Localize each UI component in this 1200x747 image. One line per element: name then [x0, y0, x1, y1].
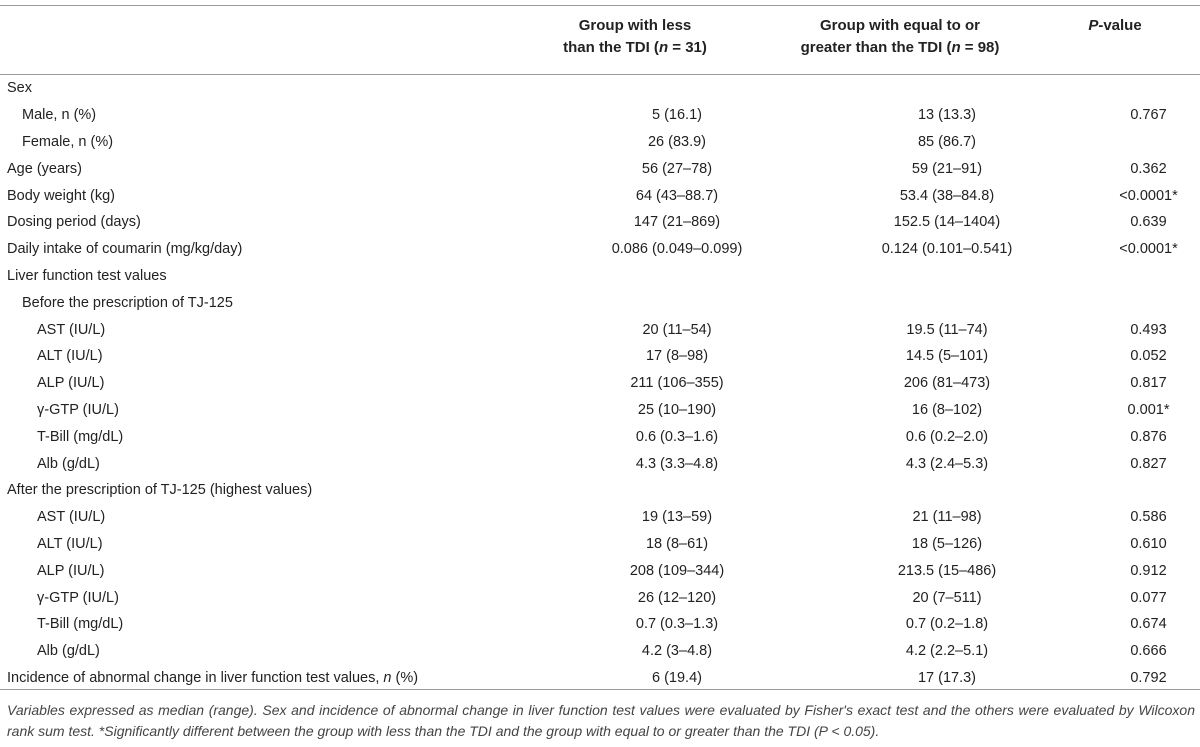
- row-label: Alb (g/dL): [37, 455, 100, 472]
- row-label: ALT (IU/L): [37, 535, 103, 552]
- cell-group-greater: 20 (7–511): [912, 589, 982, 606]
- row-label: Dosing period (days): [7, 214, 141, 231]
- cell-p-value: 0.666: [1130, 643, 1167, 660]
- table-row: [0, 343, 1200, 370]
- cell-group-greater: 85 (86.7): [917, 133, 977, 150]
- cell-p-value: 0.792: [1130, 669, 1167, 686]
- header-p-value-text: [1066, 15, 1164, 37]
- cell-group-less: 20 (11–54): [642, 321, 712, 338]
- cell-p-value: 0.001*: [1127, 401, 1170, 418]
- header-col1-suffix: = 31): [668, 39, 707, 56]
- cell-group-greater: 4.2 (2.2–5.1): [905, 643, 989, 660]
- table-row: [0, 423, 1200, 450]
- cell-group-less: 56 (27–78): [641, 160, 713, 177]
- row-label: ALP (IU/L): [37, 562, 105, 579]
- row-label: Before the prescription of TJ-125: [22, 294, 233, 311]
- cell-group-less: [557, 477, 797, 504]
- table-row: [0, 665, 1200, 692]
- row-label: Sex: [7, 80, 32, 97]
- header-col1-line2: [520, 37, 750, 59]
- row-label-suffix: (%): [391, 669, 419, 686]
- cell-group-less: 64 (43–88.7): [635, 187, 719, 204]
- cell-group-greater: 16 (8–102): [911, 401, 983, 418]
- table-row: [0, 370, 1200, 397]
- cell-p-value: 0.586: [1130, 509, 1167, 526]
- cell-p-value: 0.767: [1130, 107, 1167, 124]
- table-row: [0, 611, 1200, 638]
- cell-group-greater: 19.5 (11–74): [906, 321, 988, 338]
- cell-p-value: 0.912: [1130, 562, 1167, 579]
- cell-group-less: 25 (10–190): [637, 401, 717, 418]
- cell-p-value: [1097, 129, 1200, 156]
- row-label: γ-GTP (IU/L): [37, 401, 119, 418]
- row-label: AST (IU/L): [37, 509, 106, 526]
- cell-group-less: 0.6 (0.3–1.6): [635, 428, 719, 445]
- cell-p-value: 0.610: [1130, 535, 1167, 552]
- row-label-prefix: Incidence of abnormal change in liver function test values,: [7, 669, 384, 686]
- table-row: [0, 557, 1200, 584]
- cell-group-greater: 59 (21–91): [911, 160, 983, 177]
- header-col2-suffix: = 98): [960, 39, 1000, 56]
- cell-group-less: [557, 75, 797, 102]
- table-row: [0, 263, 1200, 290]
- cell-group-greater: 152.5 (14–1404): [893, 214, 1001, 231]
- row-label: After the prescription of TJ-125 (highest values): [7, 482, 313, 499]
- cell-group-less: 18 (8–61): [645, 535, 709, 552]
- cell-p-value: [1097, 75, 1200, 102]
- row-label-n: n: [383, 669, 392, 686]
- header-group-less-than-tdi: [520, 15, 750, 59]
- row-label: γ-GTP (IU/L): [37, 589, 119, 606]
- cell-group-less: 19 (13–59): [641, 509, 713, 526]
- cell-group-less: 17 (8–98): [645, 348, 709, 365]
- cell-group-less: 4.2 (3–4.8): [641, 643, 713, 660]
- table-row: [0, 236, 1200, 263]
- cell-group-less: [557, 289, 797, 316]
- cell-p-value: 0.876: [1130, 428, 1167, 445]
- cell-group-less: 5 (16.1): [652, 107, 702, 124]
- cell-group-greater: 0.6 (0.2–2.0): [905, 428, 989, 445]
- cell-p-value: 0.077: [1130, 589, 1167, 606]
- row-label: Body weight (kg): [7, 187, 115, 204]
- cell-p-value: 0.827: [1130, 455, 1167, 472]
- header-col1-line1: Group with less: [578, 17, 692, 34]
- cell-group-greater: 213.5 (15–486): [897, 562, 997, 579]
- cell-p-value: <0.0001*: [1119, 187, 1178, 204]
- row-label: Male, n (%): [22, 107, 97, 124]
- table-row: [0, 397, 1200, 424]
- table-row: [0, 638, 1200, 665]
- row-label: [0, 665, 557, 692]
- cell-group-greater: 53.4 (38–84.8): [899, 187, 995, 204]
- row-label: Age (years): [7, 160, 82, 177]
- cell-group-less: 26 (12–120): [637, 589, 717, 606]
- bottom-rule: [0, 689, 1200, 690]
- header-p-suffix: -value: [1098, 17, 1142, 34]
- cell-group-less: 147 (21–869): [633, 214, 721, 231]
- cell-group-greater: 17 (17.3): [917, 669, 977, 686]
- cell-group-greater: [797, 263, 1097, 290]
- header-col1-n: n: [658, 39, 669, 56]
- table-row: [0, 477, 1200, 504]
- table-row: [0, 504, 1200, 531]
- table-row: [0, 316, 1200, 343]
- table-row: [0, 584, 1200, 611]
- cell-p-value: <0.0001*: [1119, 241, 1178, 258]
- cell-group-less: 26 (83.9): [647, 133, 707, 150]
- table-row: [0, 531, 1200, 558]
- table-row: [0, 289, 1200, 316]
- cell-group-less: 6 (19.4): [652, 669, 702, 686]
- header-group-greater-than-tdi: [765, 15, 1035, 59]
- table-row: [0, 155, 1200, 182]
- cell-group-greater: 21 (11–98): [912, 509, 982, 526]
- table-footnote: Variables expressed as median (range). Sex and incidence of abnormal change in liver function test values were evaluated by Fisher's exact test and the others were evaluated by Wilcoxon rank sum test. *Significantly different between the group with less than the TDI and the group with equal to or greater than the TDI (P < 0.05).: [7, 702, 1195, 739]
- header-p-italic: P: [1088, 17, 1099, 34]
- cell-group-less: 0.086 (0.049–0.099): [611, 241, 743, 258]
- cell-group-greater: 206 (81–473): [903, 375, 991, 392]
- row-label: Daily intake of coumarin (mg/kg/day): [7, 241, 243, 258]
- cell-p-value: 0.817: [1130, 375, 1167, 392]
- cell-p-value: 0.052: [1130, 348, 1167, 365]
- cell-group-greater: 13 (13.3): [917, 107, 977, 124]
- table-row: [0, 75, 1200, 102]
- cell-group-less: 4.3 (3.3–4.8): [635, 455, 719, 472]
- row-label: ALP (IU/L): [37, 375, 105, 392]
- row-label: ALT (IU/L): [37, 348, 103, 365]
- header-col2-n: n: [951, 39, 961, 56]
- cell-p-value: [1097, 289, 1200, 316]
- table-row: [0, 129, 1200, 156]
- cell-group-greater: 0.7 (0.2–1.8): [905, 616, 989, 633]
- row-label: AST (IU/L): [37, 321, 106, 338]
- data-table: [0, 75, 1200, 691]
- cell-group-less: 211 (106–355): [630, 375, 724, 392]
- cell-group-greater: [797, 289, 1097, 316]
- cell-p-value: 0.362: [1130, 160, 1167, 177]
- cell-group-greater: 18 (5–126): [911, 535, 983, 552]
- top-rule: [0, 5, 1200, 6]
- header-p-value: [1066, 15, 1164, 37]
- table-row: [0, 182, 1200, 209]
- cell-p-value: 0.674: [1130, 616, 1167, 633]
- row-label: Female, n (%): [22, 133, 114, 150]
- cell-p-value: 0.639: [1130, 214, 1167, 231]
- cell-p-value: [1097, 477, 1200, 504]
- table-row: [0, 209, 1200, 236]
- header-col2-line2: [765, 37, 1035, 59]
- cell-group-greater: 14.5 (5–101): [905, 348, 989, 365]
- row-label: T-Bill (mg/dL): [37, 616, 124, 633]
- cell-group-greater: [797, 477, 1097, 504]
- header-col2-prefix: greater than the TDI (: [800, 39, 952, 56]
- cell-group-less: 0.7 (0.3–1.3): [635, 616, 719, 633]
- table-row: [0, 102, 1200, 129]
- cell-group-greater: 4.3 (2.4–5.3): [905, 455, 989, 472]
- header-col2-line1: Group with equal to or: [820, 17, 980, 34]
- cell-group-greater: 0.124 (0.101–0.541): [881, 241, 1013, 258]
- row-label: Alb (g/dL): [37, 643, 100, 660]
- cell-group-less: 208 (109–344): [629, 562, 725, 579]
- cell-p-value: [1097, 263, 1200, 290]
- table-row: [0, 450, 1200, 477]
- cell-group-greater: [797, 75, 1097, 102]
- row-label: Liver function test values: [7, 267, 167, 284]
- row-label: T-Bill (mg/dL): [37, 428, 124, 445]
- cell-p-value: 0.493: [1130, 321, 1167, 338]
- header-col1-prefix: than the TDI (: [563, 39, 659, 56]
- cell-group-less: [557, 263, 797, 290]
